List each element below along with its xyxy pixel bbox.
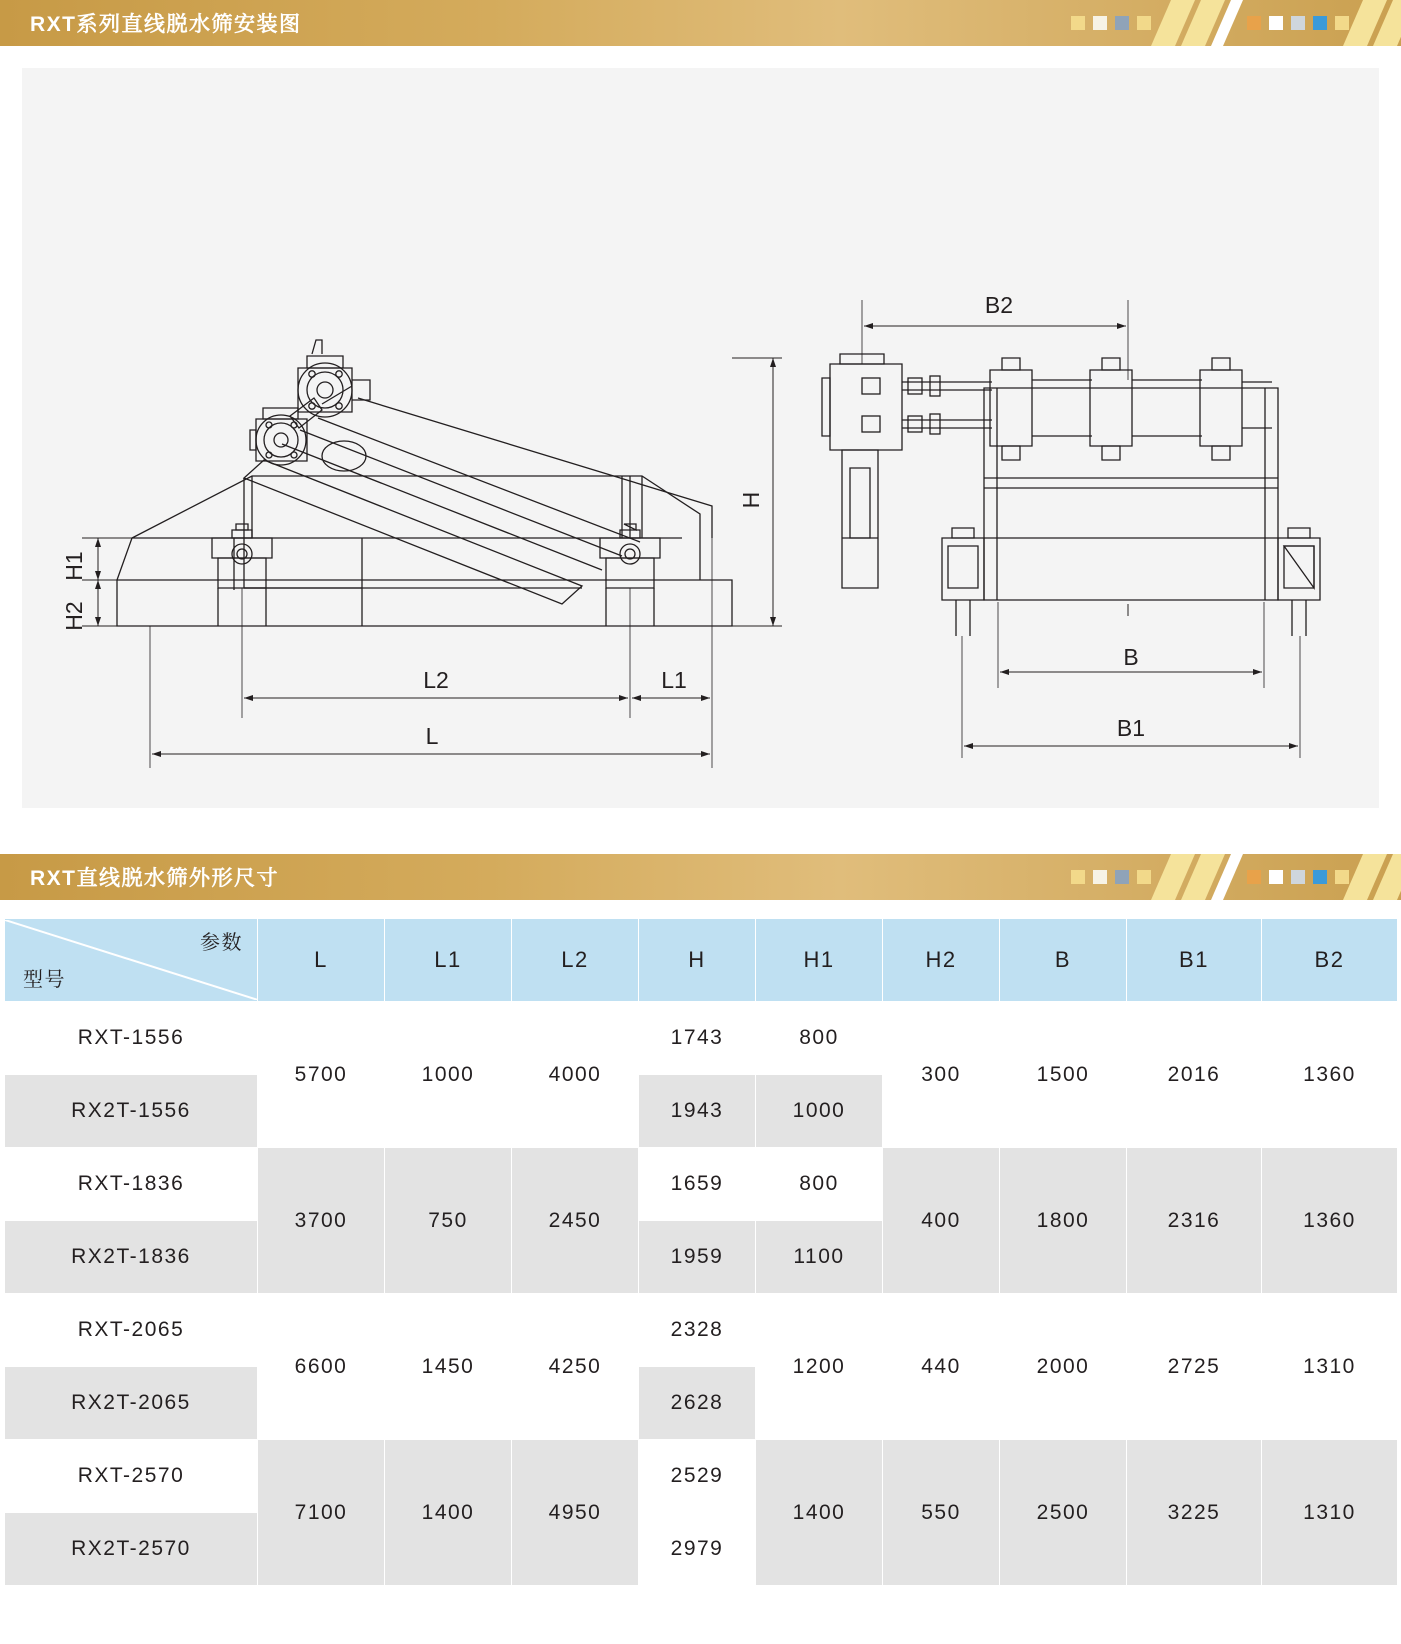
model-name: RXT-1836 — [5, 1148, 258, 1221]
drawing-section-header — [0, 0, 1401, 46]
cell-H: 2628 — [639, 1367, 756, 1440]
cell-L: 3700 — [258, 1148, 385, 1294]
cell-B: 2500 — [1000, 1440, 1127, 1586]
dim-label-H1: H1 — [61, 551, 87, 581]
cell-H1: 1400 — [756, 1440, 883, 1586]
cell-B1: 3225 — [1127, 1440, 1262, 1586]
model-name: RX2T-1836 — [5, 1221, 258, 1294]
cell-H1: 1100 — [756, 1221, 883, 1294]
model-name: RXT-2065 — [5, 1294, 258, 1367]
cell-H: 2979 — [639, 1513, 756, 1586]
cell-B2: 1310 — [1262, 1294, 1398, 1440]
table-corner-header — [5, 919, 258, 1002]
cell-L1: 1450 — [385, 1294, 512, 1440]
dim-label-L1: L1 — [661, 667, 687, 693]
model-name: RXT-2570 — [5, 1440, 258, 1513]
installation-drawing — [22, 68, 1379, 808]
cell-H2: 400 — [883, 1148, 1000, 1294]
dim-label-H: H — [738, 491, 764, 509]
cell-H: 1659 — [639, 1148, 756, 1221]
table-header-row — [5, 919, 1398, 1002]
table-row — [5, 1002, 1398, 1075]
cell-H: 1743 — [639, 1002, 756, 1075]
cell-H: 1959 — [639, 1221, 756, 1294]
corner-param-label: 参数 — [200, 932, 243, 954]
header-decoration-icon — [1071, 0, 1401, 46]
cell-H2: 550 — [883, 1440, 1000, 1586]
cell-H1: 800 — [756, 1148, 883, 1221]
cell-B2: 1360 — [1262, 1148, 1398, 1294]
dim-label-L2: L2 — [423, 667, 449, 693]
col-header-L: L — [258, 919, 385, 1002]
cell-L: 5700 — [258, 1002, 385, 1148]
dim-label-B: B — [1123, 644, 1139, 670]
cell-B2: 1310 — [1262, 1440, 1398, 1586]
dimensions-table — [4, 918, 1398, 1586]
dim-label-L: L — [425, 723, 439, 749]
col-header-B2: B2 — [1262, 919, 1398, 1002]
table-section-header — [0, 854, 1401, 900]
cell-B: 1500 — [1000, 1002, 1127, 1148]
table-row — [5, 1294, 1398, 1367]
cell-H: 2328 — [639, 1294, 756, 1367]
header-decoration-icon-2 — [1071, 854, 1401, 900]
cell-L2: 4000 — [512, 1002, 639, 1148]
model-name: RX2T-1556 — [5, 1075, 258, 1148]
cell-B1: 2316 — [1127, 1148, 1262, 1294]
cell-L1: 750 — [385, 1148, 512, 1294]
col-header-L1: L1 — [385, 919, 512, 1002]
cell-B1: 2016 — [1127, 1002, 1262, 1148]
model-name: RX2T-2570 — [5, 1513, 258, 1586]
table-row — [5, 1440, 1398, 1513]
cell-L: 6600 — [258, 1294, 385, 1440]
col-header-B: B — [1000, 919, 1127, 1002]
cell-L: 7100 — [258, 1440, 385, 1586]
col-header-H1: H1 — [756, 919, 883, 1002]
cell-H1: 1000 — [756, 1075, 883, 1148]
dim-label-B1: B1 — [1116, 715, 1146, 741]
table-row — [5, 1148, 1398, 1221]
col-header-L2: L2 — [512, 919, 639, 1002]
drawing-section-title: RXT系列直线脱水筛安装图 — [30, 13, 302, 36]
dim-label-H2: H2 — [61, 601, 87, 631]
table-section-title: RXT直线脱水筛外形尺寸 — [30, 867, 279, 890]
model-name: RXT-1556 — [5, 1002, 258, 1075]
installation-drawing-panel — [22, 68, 1379, 808]
cell-L1: 1400 — [385, 1440, 512, 1586]
col-header-B1: B1 — [1127, 919, 1262, 1002]
col-header-H: H — [639, 919, 756, 1002]
cell-H2: 300 — [883, 1002, 1000, 1148]
cell-L2: 2450 — [512, 1148, 639, 1294]
cell-B1: 2725 — [1127, 1294, 1262, 1440]
dim-label-B2: B2 — [984, 292, 1014, 318]
cell-H1: 800 — [756, 1002, 883, 1075]
cell-B2: 1360 — [1262, 1002, 1398, 1148]
cell-L2: 4250 — [512, 1294, 639, 1440]
cell-H2: 440 — [883, 1294, 1000, 1440]
cell-B: 2000 — [1000, 1294, 1127, 1440]
dimensions-table-wrap — [0, 918, 1401, 1586]
col-header-H2: H2 — [883, 919, 1000, 1002]
model-name: RX2T-2065 — [5, 1367, 258, 1440]
cell-H1: 1200 — [756, 1294, 883, 1440]
cell-H: 2529 — [639, 1440, 756, 1513]
cell-L1: 1000 — [385, 1002, 512, 1148]
corner-model-label: 型号 — [23, 969, 66, 991]
cell-L2: 4950 — [512, 1440, 639, 1586]
cell-H: 1943 — [639, 1075, 756, 1148]
cell-B: 1800 — [1000, 1148, 1127, 1294]
